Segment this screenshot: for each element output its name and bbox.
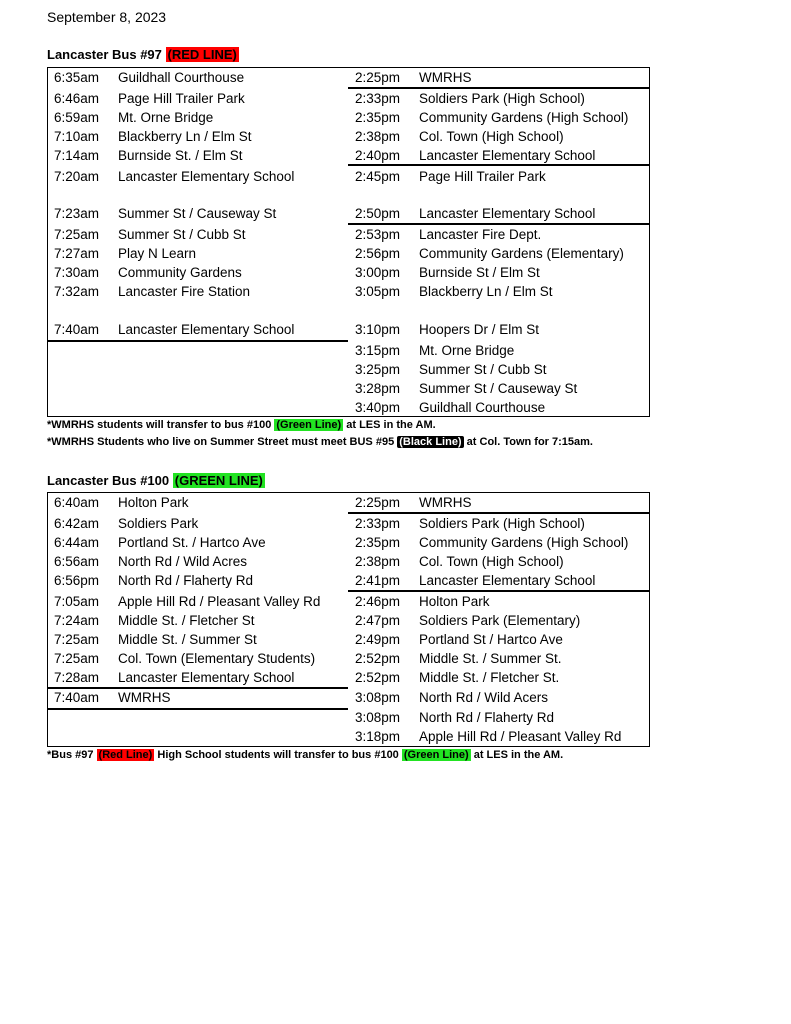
bus97-schedule-table — [47, 67, 650, 417]
stop: Soldiers Park (High School) — [419, 91, 585, 106]
time: 2:41pm — [355, 573, 401, 588]
stop: WMRHS — [118, 690, 171, 705]
time: 6:35am — [54, 70, 100, 85]
time: 6:42am — [54, 516, 100, 531]
time: 2:52pm — [355, 670, 401, 685]
stop: Guildhall Courthouse — [419, 400, 546, 415]
stop: Page Hill Trailer Park — [118, 91, 245, 106]
time: 3:05pm — [355, 284, 401, 299]
stop: Lancaster Elementary School — [419, 573, 596, 588]
stop: Soldiers Park (High School) — [419, 516, 585, 531]
stop: Apple Hill Rd / Pleasant Valley Rd — [419, 729, 622, 744]
stop: Guildhall Courthouse — [118, 70, 245, 85]
time: 2:40pm — [355, 148, 401, 163]
stop: Lancaster Elementary School — [419, 148, 596, 163]
stop: Holton Park — [118, 495, 189, 510]
time: 6:44am — [54, 535, 100, 550]
stop: Middle St. / Fletcher St — [118, 613, 255, 628]
stop: Lancaster Elementary School — [118, 169, 295, 184]
bus100-title — [47, 473, 265, 488]
stop: Hoopers Dr / Elm St — [419, 322, 540, 337]
stop: Apple Hill Rd / Pleasant Valley Rd — [118, 594, 321, 609]
pm-divider — [348, 512, 649, 514]
time: 7:27am — [54, 246, 100, 261]
time: 7:14am — [54, 148, 100, 163]
note-text: at Col. Town for 7:15am. — [463, 436, 593, 448]
stop: Burnside St. / Elm St — [118, 148, 243, 163]
time: 2:33pm — [355, 91, 401, 106]
stop: Soldiers Park (Elementary) — [419, 613, 581, 628]
time: 7:23am — [54, 206, 100, 221]
time: 7:32am — [54, 284, 100, 299]
time: 6:56pm — [54, 573, 100, 588]
stop: Middle St. / Fletcher St. — [419, 670, 560, 685]
time: 2:53pm — [355, 227, 401, 242]
time: 2:47pm — [355, 613, 401, 628]
time: 7:10am — [54, 129, 100, 144]
stop: Play N Learn — [118, 246, 197, 261]
pm-divider — [348, 223, 649, 225]
time: 2:45pm — [355, 169, 401, 184]
stop: Lancaster Fire Dept. — [419, 227, 542, 242]
bus100-am-column — [48, 493, 348, 746]
time: 7:40am — [54, 322, 100, 337]
stop: Lancaster Elementary School — [419, 206, 596, 221]
stop: Col. Town (Elementary Students) — [118, 651, 316, 666]
time: 2:38pm — [355, 554, 401, 569]
time: 2:33pm — [355, 516, 401, 531]
stop: Mt. Orne Bridge — [419, 343, 515, 358]
time: 2:46pm — [355, 594, 401, 609]
bus97-red-line-badge: (RED LINE) — [167, 47, 237, 62]
stop: Community Gardens (Elementary) — [419, 246, 624, 261]
stop: Community Gardens (High School) — [419, 110, 629, 125]
time: 6:46am — [54, 91, 100, 106]
stop: Lancaster Elementary School — [118, 670, 295, 685]
green-line-badge: (Green Line) — [276, 419, 342, 431]
time: 2:25pm — [355, 495, 401, 510]
time: 6:40am — [54, 495, 100, 510]
time: 2:56pm — [355, 246, 401, 261]
stop: North Rd / Wild Acers — [419, 690, 549, 705]
stop: Summer St / Causeway St — [118, 206, 277, 221]
am-end-divider — [48, 340, 348, 342]
bus100-pm-column — [348, 493, 649, 746]
stop: North Rd / Flaherty Rd — [419, 710, 555, 725]
stop: Portland St / Hartco Ave — [419, 632, 563, 647]
bus97-title — [47, 47, 239, 62]
stop: Lancaster Elementary School — [118, 322, 295, 337]
time: 3:08pm — [355, 710, 401, 725]
stop: Portland St. / Hartco Ave — [118, 535, 266, 550]
time: 2:49pm — [355, 632, 401, 647]
time: 3:25pm — [355, 362, 401, 377]
note-text: *WMRHS Students who live on Summer Street must meet BUS #95 — [47, 436, 398, 448]
time: 3:40pm — [355, 400, 401, 415]
stop: Mt. Orne Bridge — [118, 110, 214, 125]
time: 3:18pm — [355, 729, 401, 744]
stop: Burnside St / Elm St — [419, 265, 540, 280]
note-text: High School students will transfer to bus #100 — [154, 749, 402, 761]
red-line-badge: (Red Line) — [98, 749, 153, 761]
time: 7:20am — [54, 169, 100, 184]
bus100-schedule-table — [47, 492, 650, 747]
time: 7:28am — [54, 670, 100, 685]
time: 2:25pm — [355, 70, 401, 85]
document-date: September 8, 2023 — [47, 9, 167, 25]
black-line-badge: (Black Line) — [399, 436, 462, 448]
stop: Blackberry Ln / Elm St — [419, 284, 553, 299]
stop: Summer St / Cubb St — [419, 362, 547, 377]
stop: Community Gardens (High School) — [419, 535, 629, 550]
bus97-pm-column — [348, 68, 649, 416]
bus100-note-transfer — [47, 749, 563, 761]
note-text: *WMRHS students will transfer to bus #100 — [47, 419, 275, 431]
stop: Blackberry Ln / Elm St — [118, 129, 252, 144]
time: 7:05am — [54, 594, 100, 609]
stop: North Rd / Wild Acres — [118, 554, 248, 569]
stop: North Rd / Flaherty Rd — [118, 573, 254, 588]
time: 2:38pm — [355, 129, 401, 144]
time: 3:00pm — [355, 265, 401, 280]
pm-divider — [348, 590, 649, 592]
stop: Summer St / Cubb St — [118, 227, 246, 242]
bus100-green-line-badge: (GREEN LINE) — [174, 473, 263, 488]
bus100-title-text: Lancaster Bus #100 — [47, 473, 170, 488]
stop: Soldiers Park — [118, 516, 199, 531]
time: 3:10pm — [355, 322, 401, 337]
time: 2:35pm — [355, 535, 401, 550]
note-text: at LES in the AM. — [470, 749, 564, 761]
time: 7:40am — [54, 690, 100, 705]
time: 2:35pm — [355, 110, 401, 125]
green-line-badge: (Green Line) — [403, 749, 469, 761]
time: 3:28pm — [355, 381, 401, 396]
time: 6:56am — [54, 554, 100, 569]
time: 2:52pm — [355, 651, 401, 666]
stop: Holton Park — [419, 594, 490, 609]
time: 7:24am — [54, 613, 100, 628]
bus97-note-summer-street — [47, 436, 593, 448]
pm-divider — [348, 87, 649, 89]
time: 3:15pm — [355, 343, 401, 358]
stop: Col. Town (High School) — [419, 554, 564, 569]
pm-divider — [348, 164, 649, 166]
stop: Page Hill Trailer Park — [419, 169, 546, 184]
am-end-divider — [48, 708, 348, 710]
stop: Middle St. / Summer St. — [419, 651, 562, 666]
time: 7:25am — [54, 227, 100, 242]
stop: Lancaster Fire Station — [118, 284, 251, 299]
stop: WMRHS — [419, 70, 472, 85]
bus97-title-text: Lancaster Bus #97 — [47, 47, 162, 62]
note-text: at LES in the AM. — [343, 419, 436, 431]
time: 7:25am — [54, 651, 100, 666]
stop: Middle St. / Summer St — [118, 632, 257, 647]
time: 7:25am — [54, 632, 100, 647]
stop: Community Gardens — [118, 265, 242, 280]
time: 6:59am — [54, 110, 100, 125]
time: 2:50pm — [355, 206, 401, 221]
bus97-am-column — [48, 68, 348, 416]
time: 3:08pm — [355, 690, 401, 705]
note-text: *Bus #97 — [47, 749, 97, 761]
bus97-note-transfer — [47, 419, 436, 431]
stop: Col. Town (High School) — [419, 129, 564, 144]
time: 7:30am — [54, 265, 100, 280]
stop: Summer St / Causeway St — [419, 381, 578, 396]
stop: WMRHS — [419, 495, 472, 510]
